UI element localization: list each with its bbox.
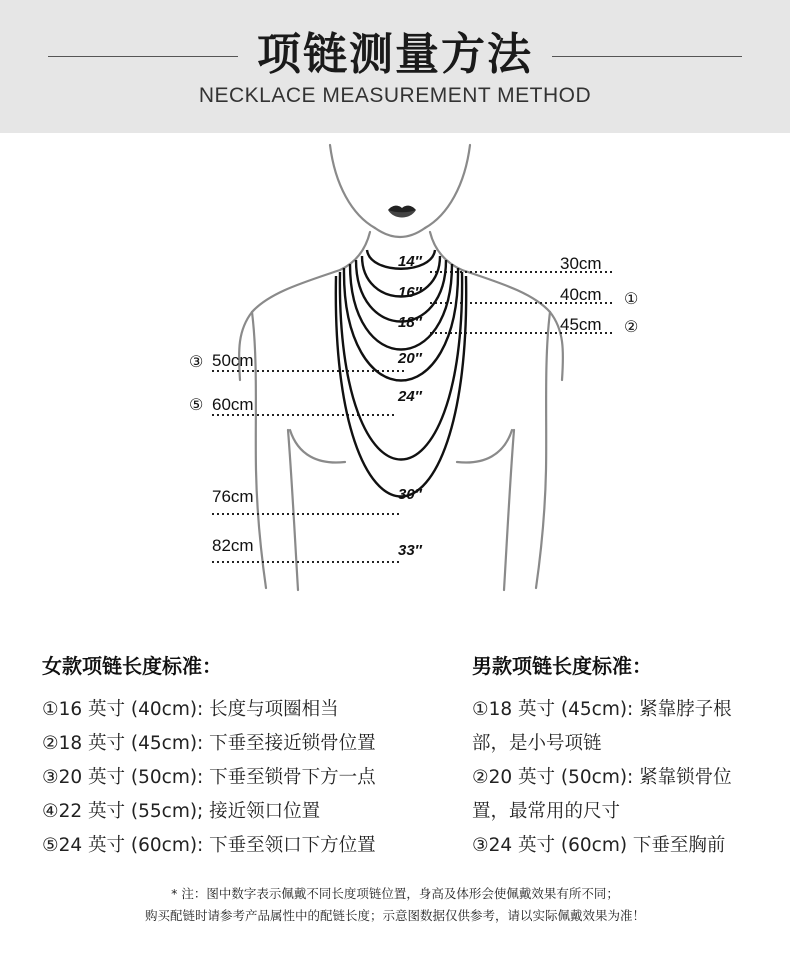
chain-label: 16″ [398,284,422,301]
circle-number: ③ [189,354,204,371]
length-label: 60cm [212,395,254,414]
list-item: ③20 英寸 (50cm): 下垂至锁骨下方一点 [42,767,376,788]
chain-label: 24″ [398,388,422,405]
footnote-line-1: * 注：图中数字表示佩戴不同长度项链位置，身高及体形会使佩戴效果有所不同； [171,886,619,901]
circle-number: ① [624,291,639,308]
list-item: ③24 英寸 (60cm) 下垂至胸前 [472,835,726,856]
armpit-left [288,430,298,590]
chin [375,228,425,237]
chain-label: 18″ [398,314,422,331]
length-label: 76cm [212,487,254,506]
bust-left [290,430,345,463]
footnote-line-2: 购买配链时请参考产品属性中的配链长度；示意图数据仅供参考，请以实际佩戴效果为准！ [144,908,645,923]
list-item: 置，最常用的尺寸 [472,801,621,822]
women-standard-title: 女款项链长度标准： [42,654,222,678]
men-standard-section [472,650,772,863]
necklace-diagram [0,133,790,623]
list-item: ④22 英寸 (55cm); 接近领口位置 [42,801,321,822]
length-label: 82cm [212,536,254,555]
chain-label: 20″ [398,350,422,367]
women-standard-list [42,693,442,863]
arm-right [536,312,550,588]
title-divider-right [552,56,742,57]
length-label: 30cm [560,254,602,273]
list-item: 部，是小号项链 [472,733,602,754]
list-item: ②18 英寸 (45cm): 下垂至接近锁骨位置 [42,733,376,754]
list-item: ①16 英寸 (40cm): 长度与项圈相当 [42,699,339,720]
face-right [425,145,470,228]
right-length-labels [560,254,638,336]
men-standard-list [472,693,772,863]
page-subtitle: NECKLACE MEASUREMENT METHOD [198,84,592,107]
page-title: 项链测量方法 [257,29,533,80]
header-banner [0,0,790,133]
chain-label: 33″ [398,542,422,559]
length-label: 50cm [212,351,254,370]
length-label: 40cm [560,285,602,304]
arm-left [252,312,266,588]
women-standard-section [42,650,442,863]
title-row [0,22,790,88]
list-item: ①18 英寸 (45cm): 紧靠脖子根 [472,699,732,720]
face-left [330,145,375,228]
chain-labels [397,253,423,559]
circle-number: ⑤ [189,397,204,414]
list-item: ⑤24 英寸 (60cm): 下垂至领口下方位置 [42,835,376,856]
chain-label: 14″ [398,253,422,270]
chain-20in [350,264,452,350]
men-standard-title: 男款项链长度标准： [472,654,652,678]
left-length-labels [189,351,254,555]
length-label: 45cm [560,315,602,334]
armpit-right [504,430,514,590]
lips-icon [388,206,416,218]
list-item: ②20 英寸 (50cm): 紧靠锁骨位 [472,767,732,788]
chain-label: 30″ [398,486,422,503]
bust-right [457,430,512,463]
circle-number: ② [624,319,639,336]
